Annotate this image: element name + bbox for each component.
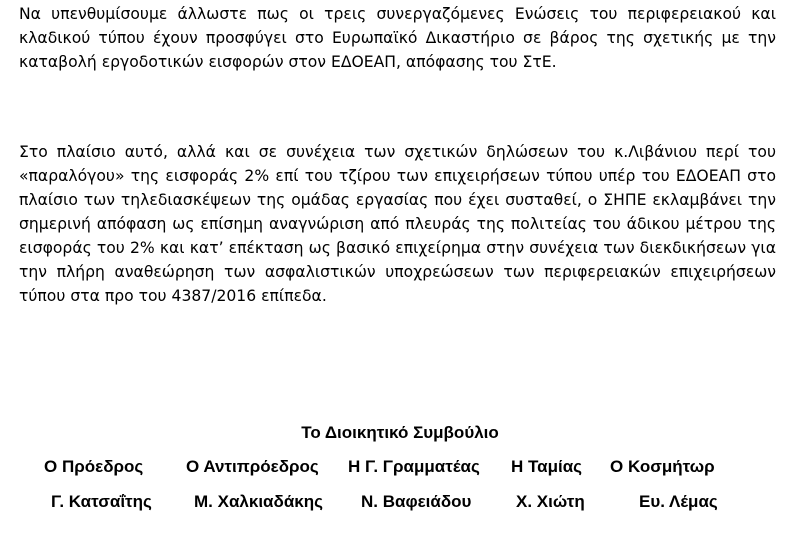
role-treasurer: Η Ταμίας: [511, 457, 582, 476]
name-steward: Ευ. Λέμας: [639, 492, 718, 511]
name-vice-president: Μ. Χαλκιαδάκης: [194, 492, 323, 511]
board-signature-title: Το Διοικητικό Συμβούλιο: [301, 423, 499, 442]
signature-roles-row: [0, 455, 800, 479]
role-general-secretary: Η Γ. Γραμματέας: [348, 457, 480, 476]
role-vice-president: Ο Αντιπρόεδρος: [186, 457, 319, 476]
name-president: Γ. Κατσαΐτης: [51, 492, 152, 511]
paragraph-1: Να υπενθυμίσουμε άλλωστε πως οι τρεις συνεργαζόμενες Ενώσεις του περιφερειακού και κλαδικού τύπου έχουν προσφύγει στο Ευρωπαϊκό Δικαστήριο σε βάρος της σχετικής με την καταβολή εργοδοτικών εισφορών στον ΕΔΟΕΑΠ, απόφασης του ΣτΕ.: [19, 5, 776, 71]
paragraph-2: Στο πλαίσιο αυτό, αλλά και σε συνέχεια των σχετικών δηλώσεων του κ.Λιβάνιου περί του «παραλόγου» της εισφοράς 2% επί του τζίρου των επιχειρήσεων τύπου υπέρ του ΕΔΟΕΑΠ στο πλαίσιο των τηλεδιασκέψεων της ομάδας εργασίας που έχει συσταθεί, ο ΣΗΠΕ εκλαμβάνει την σημερινή απόφαση ως επίσημη αναγνώριση από πλευράς της πολιτείας του άδικου μέτρου της εισφοράς του 2% και κατ’ επέκταση ως βασικό επιχείρημα στην συνέχεια των διεκδικήσεων για την πλήρη αναθεώρηση των ασφαλιστικών υποχρεώσεων των περιφερειακών επιχειρήσεων τύπου στα προ του 4387/2016 επίπεδα.: [19, 143, 776, 305]
role-steward: Ο Κοσμήτωρ: [610, 457, 715, 476]
name-general-secretary: Ν. Βαφειάδου: [361, 492, 472, 511]
role-president: Ο Πρόεδρος: [44, 457, 144, 476]
signature-names-row: [0, 490, 800, 514]
name-treasurer: Χ. Χιώτη: [516, 492, 585, 511]
